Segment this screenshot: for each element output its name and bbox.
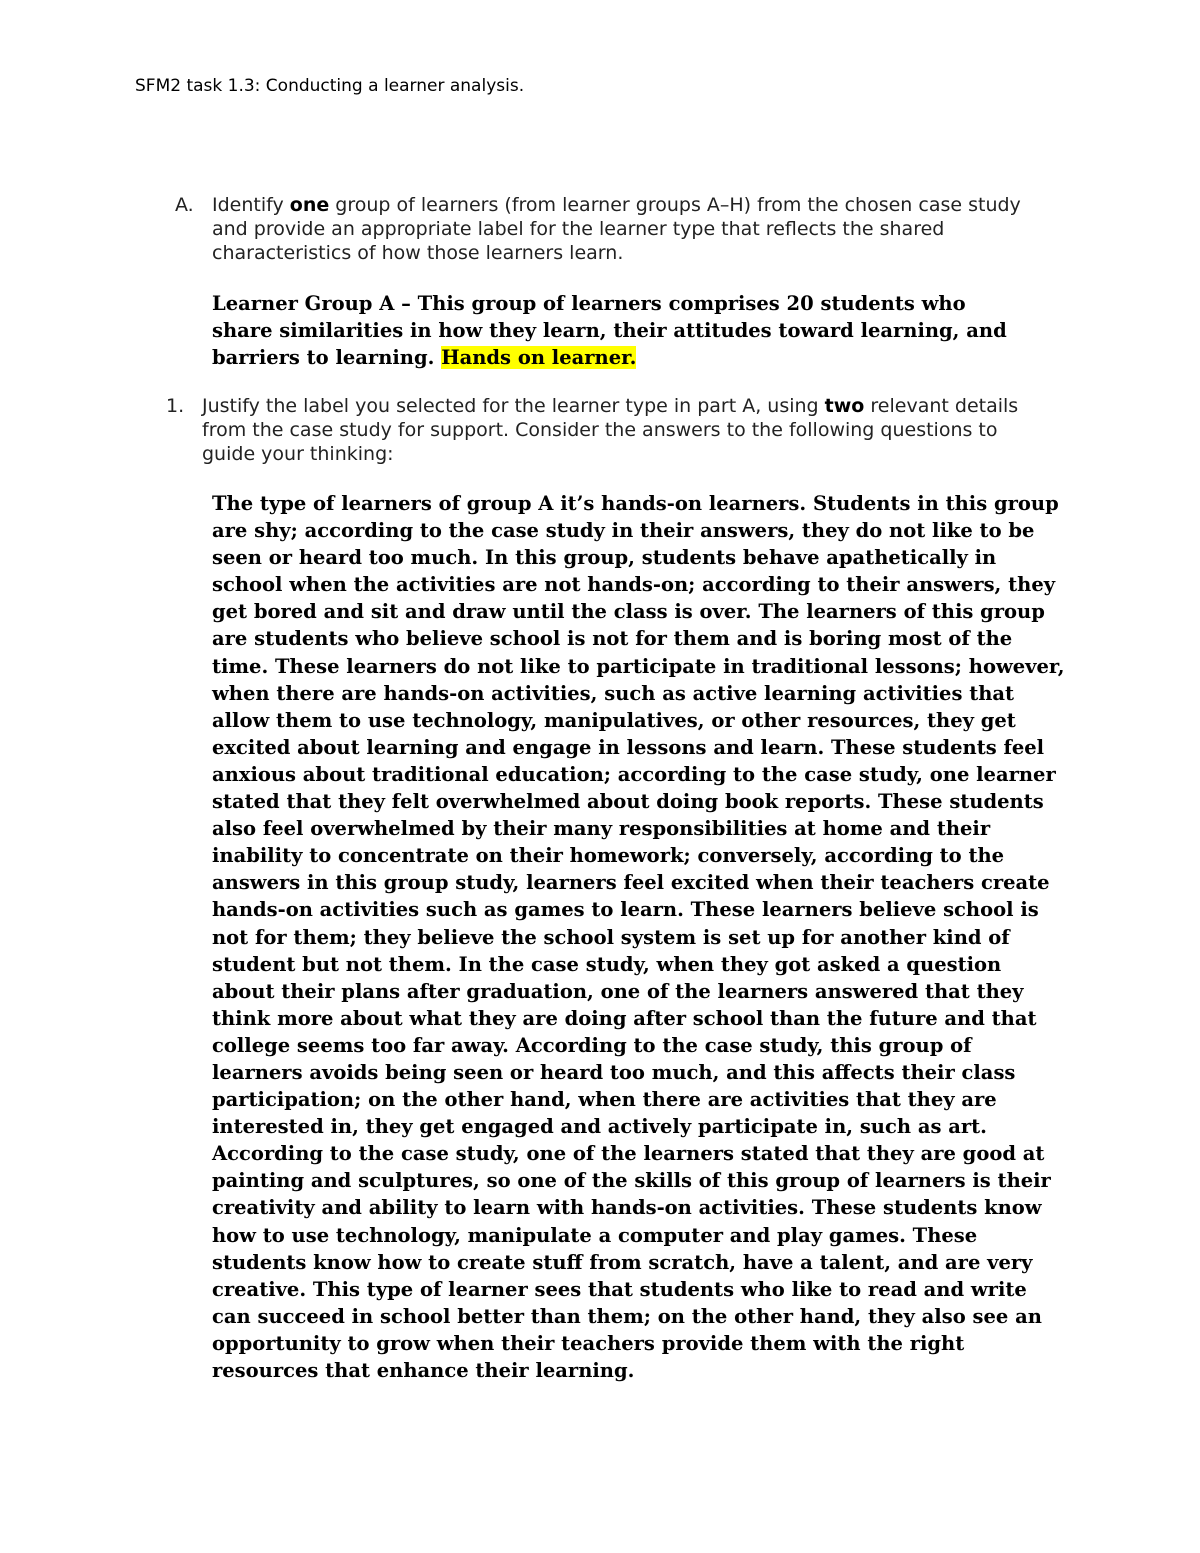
answer-a-text: Learner Group A – This group of learners comprises 20 students who share similarities in how they learn, their attitudes toward learning, and barriers to learning. [212, 292, 1007, 369]
question-a-prompt-end: group of learners (from learner groups A–H) from the chosen case study and provide an appropriate label for the learner type that reflects the shared characteristics of how those learners learn. [212, 194, 1021, 264]
page-title: SFM2 task 1.3: Conducting a learner analysis. [135, 76, 525, 96]
question-1-prompt [202, 394, 1042, 466]
question-1-prompt-start: Justify the label you selected for the learner type in part A, using [202, 395, 825, 417]
answer-a [212, 290, 1032, 371]
question-a [0, 193, 1200, 265]
question-a-prompt-start: Identify [212, 194, 290, 216]
question-a-prompt [212, 193, 1042, 265]
question-1-emphasis: two [824, 395, 865, 417]
question-a-emphasis: one [289, 194, 330, 216]
question-1 [0, 394, 1200, 466]
question-1-prompt-end: relevant details from the case study for support. Consider the answers to the following questions to guide your thinking: [202, 395, 1019, 465]
answer-1: The type of learners of group A it’s hands-on learners. Students in this group are shy; according to the case study in their answers, they do not like to be seen or heard too much. In this group, students behave apathetically in school when the activities are not hands-on; according to their answers, they get bored and sit and draw until the class is over. The learners of this group are students who believe school is not for them and is boring most of the time. These learners do not like to participate in traditional lessons; however, when there are hands-on activities, such as active learning activities that allow them to use technology, manipulatives, or other resources, they get excited about learning and engage in lessons and learn. These students feel anxious about traditional education; according to the case study, one learner stated that they felt overwhelmed about doing book reports. These students also feel overwhelmed by their many responsibilities at home and their inability to concentrate on their homework; conversely, according to the answers in this group study, learners feel excited when their teachers create hands-on activities such as games to learn. These learners believe school is not for them; they believe the school system is set up for another kind of student but not them. In the case study, when they got asked a question about their plans after graduation, one of the learners answered that they think more about what they are doing after school than the future and that college seems too far away. According to the case study, this group of learners avoids being seen or heard too much, and this affects their class participation; on the other hand, when there are activities that they are interested in, they get engaged and actively participate in, such as art. According to the case study, one of the learners stated that they are good at painting and sculptures, so one of the skills of this group of learners is their creativity and ability to learn with hands-on activities. These students know how to use technology, manipulate a computer and play games. These students know how to create stuff from scratch, have a talent, and are very creative. This type of learner sees that students who like to read and write can succeed in school better than them; on the other hand, they also see an opportunity to grow when their teachers provide them with the right resources that enhance their learning. [212, 492, 1065, 1382]
list-marker-a: A. [175, 194, 194, 216]
answer-a-highlight: Hands on learner. [441, 346, 637, 369]
list-marker-1: 1. [166, 395, 185, 417]
